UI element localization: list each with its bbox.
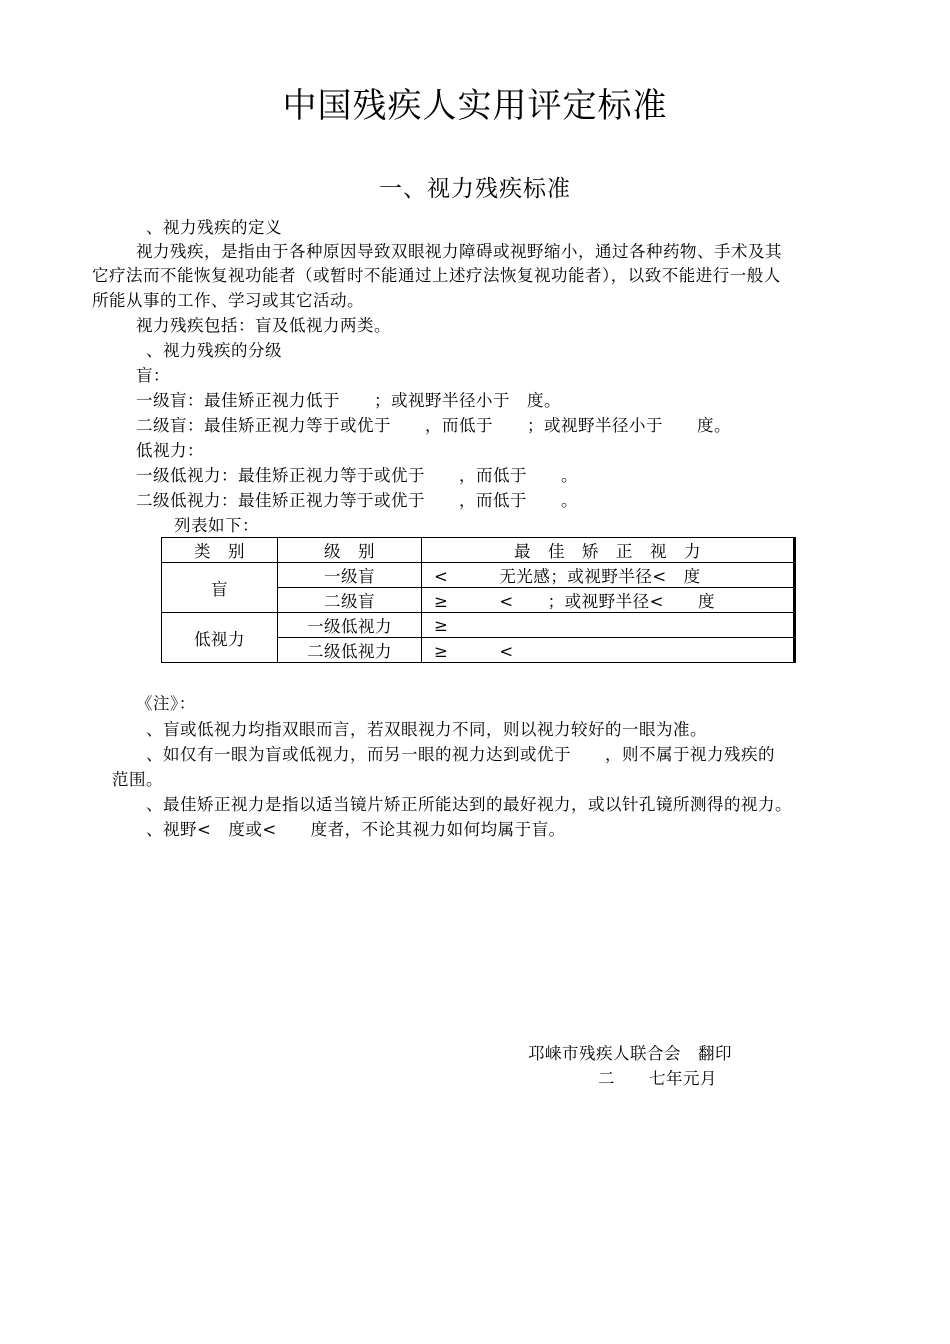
low-vision-level-2: 二级低视力：最佳矫正视力等于或优于 ，而低于 。	[136, 491, 578, 510]
note-1: 、盲或低视力均指双眼而言，若双眼视力不同，则以视力较好的一眼为准。	[146, 720, 707, 739]
table-header-row	[162, 538, 795, 563]
header-category: 类 别	[162, 538, 278, 563]
vision-value-cell: ≥ < ；或视野半径< 度	[422, 588, 795, 613]
definition-line-1: 视力残疾，是指由于各种原因导致双眼视力障碍或视野缩小，通过各种药物、手术及其	[136, 242, 782, 261]
definition-includes: 视力残疾包括：盲及低视力两类。	[136, 316, 391, 335]
vision-grading-table	[161, 537, 796, 663]
table-row	[162, 613, 795, 638]
header-level: 级 别	[278, 538, 422, 563]
category-low-vision: 低视力	[162, 613, 278, 663]
vision-value-cell: ≥	[422, 613, 795, 638]
level-cell: 二级低视力	[278, 638, 422, 663]
category-blind: 盲	[162, 563, 278, 613]
note-2-line-2: 范围。	[112, 770, 163, 789]
table-intro: 列表如下：	[174, 516, 259, 535]
note-4: 、视野< 度或< 度者，不论其视力如何均属于盲。	[146, 820, 566, 839]
level-cell: 二级盲	[278, 588, 422, 613]
low-vision-label: 低视力：	[136, 441, 204, 460]
low-vision-level-1: 一级低视力：最佳矫正视力等于或优于 ，而低于 。	[136, 466, 578, 485]
grading-heading: 、视力残疾的分级	[146, 341, 282, 360]
note-2-line-1: 、如仅有一眼为盲或低视力，而另一眼的视力达到或优于 ，则不属于视力残疾的	[146, 745, 775, 764]
definition-heading: 、视力残疾的定义	[146, 218, 282, 237]
footer-date: 二 七年元月	[598, 1069, 717, 1088]
section-title: 一、视力残疾标准	[379, 176, 571, 202]
notes-heading: 《注》：	[136, 694, 196, 713]
blind-label: 盲：	[136, 366, 170, 385]
definition-line-2: 它疗法而不能恢复视功能者（或暂时不能通过上述疗法恢复视功能者），以致不能进行一般人	[92, 266, 781, 285]
header-best-corrected-vision: 最 佳 矫 正 视 力	[422, 538, 795, 563]
blind-level-1: 一级盲：最佳矫正视力低于 ；或视野半径小于 度。	[136, 391, 561, 410]
footer-organization: 邛崃市残疾人联合会 翻印	[528, 1044, 732, 1063]
table-row	[162, 563, 795, 588]
level-cell: 一级低视力	[278, 613, 422, 638]
definition-line-3: 所能从事的工作、学习或其它活动。	[92, 291, 364, 310]
level-cell: 一级盲	[278, 563, 422, 588]
blind-level-2: 二级盲：最佳矫正视力等于或优于 ，而低于 ；或视野半径小于 度。	[136, 416, 731, 435]
document-title: 中国残疾人实用评定标准	[282, 86, 668, 126]
vision-value-cell: ≥ <	[422, 638, 795, 663]
note-3: 、最佳矫正视力是指以适当镜片矫正所能达到的最好视力，或以针孔镜所测得的视力。	[146, 795, 792, 814]
vision-value-cell: < 无光感；或视野半径< 度	[422, 563, 795, 588]
